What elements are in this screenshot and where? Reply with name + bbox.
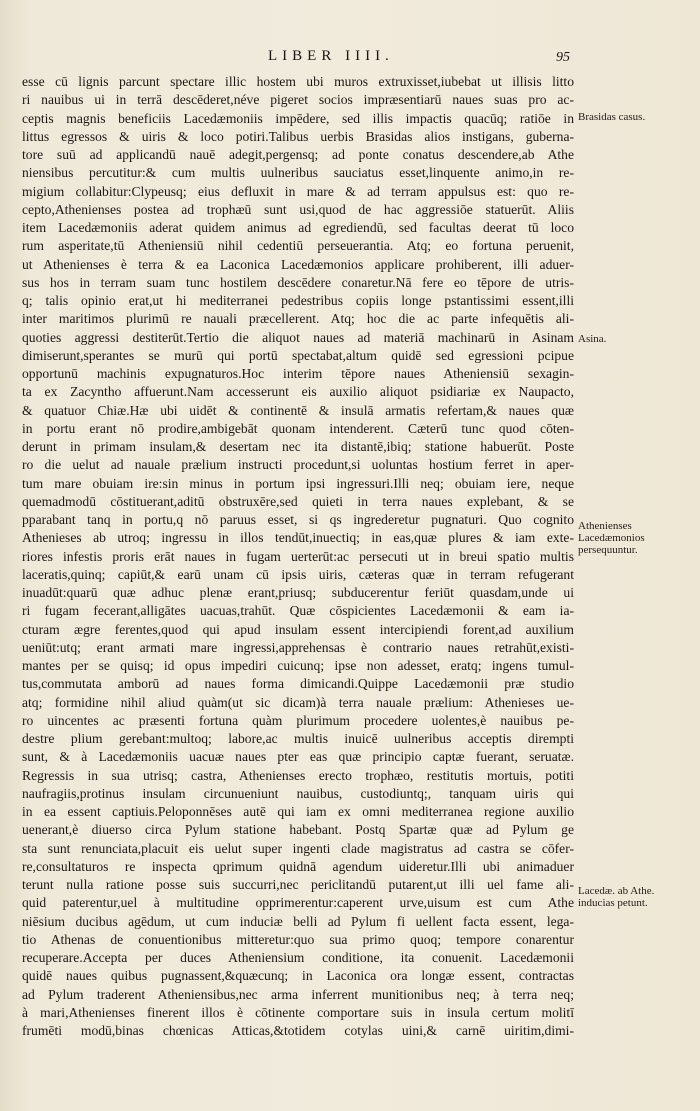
text-line: ut Athenienses è terra & ea Laconica Lacedæmonios applicare prohiberent, illi aduer- [22,256,574,272]
text-line: ri nauibus ui in terrā descēderet,néve pigeret socios impræsentiarū naues suas pro ac- [22,92,574,108]
text-line: dimiserunt,sperantes se murū qui portū spectabat,altum quidē sed egressioni pcipue [22,347,574,363]
text-line: inter maritimos plurimū re nauali præcellerent. Atq; hoc die ac parte infequētis ali- [22,311,574,327]
text-line: quemadmodū cōstituerant,aditū obstruxēre,sed quieti in terra naues explebant, & se [22,493,574,509]
text-line: ceptis magnis beneficiis Lacedæmoniis impēdere, sed illis impactis quacūq; ratiōe in [22,110,574,126]
text-line: frumēti modū,binas chœnicas Atticas,&totidem cotylas uini,& carnē uiritim,dimi- [22,1023,574,1038]
text-line: q; talis opinio erat,ut hi mediterranei pedestribus copiis longe pstantissimi essent,illi [22,293,574,308]
text-line: tum mare obuiam ire:sin minus in portum ipsi ingressuri.Illi neq; obuiam iere, neque [22,475,574,491]
text-line: recuperare.Accepta per duces Atheniensium conditione, ita conuenit. Lacedæmonii [22,950,574,965]
text-line: item Lacedæmoniis aderat quidem animus ad egrediendū, sed facultas deerat tū loco [22,220,574,235]
text-line: à mari,Athenienses finerent illos è cōtinente comportare suis in insula certum molitī [22,1004,574,1020]
text-line: terunt nulla ratione posse suis succurri,nec periclitandū putarent,ut illi uel fame ali- [22,877,574,892]
text-line: sus hos in terram suam tunc hostilem descēdere conaretur.Nā fere eo tēpore de utris- [22,274,574,290]
margin-note-text: Athenienses Lacedæmonios persequuntur. [578,520,645,556]
page-number: 95 [556,50,570,65]
margin-note-induciae [578,885,688,909]
text-line: atq; formidine nihil aliud quàm(ut sic dicam)à terra nauale prælium: Athenieses ue- [22,694,574,710]
text-line: ro uincentes ac præsenti fortuna quàm plurimum procedere uolentes,è nauibus pe- [22,712,574,728]
margin-note-text: Lacedæ. ab Athe. inducias petunt. [578,885,655,909]
text-line: pparabant tanq in portu,q nō paruus esset, si qs ingrederetur pugnaturi. Quo cognito [22,512,574,527]
text-line: ri fugam fecerant,alligātes uacuas,trahūt. Quæ cōspicientes Lacedæmonii & eam ia- [22,603,574,619]
text-line: riores infestis proris erāt naues in fugam uerterūt:ac persecuti ut in breui spatio multis [22,548,574,564]
text-line: laceratis,quinq; capiūt,& earū unam cū ipsis uiris, cæteras quæ in terram refugerant [22,566,574,582]
text-line: destre plium gerebant:multoq; labore,ac multis inuicē uulneribus acceptis dirempti [22,731,574,746]
text-line: & quatuor Chiæ.Hæ ubi uidēt & continentē & insulā armatis refertam,& naues quæ [22,402,574,418]
margin-note-brasidas [578,111,686,123]
text-line: niensibus percutitur:& cum multis uulneribus sauciatus esset,linquente animo,in re- [22,165,574,181]
text-line: ueniūt:utq; erant armati mare ingressi,apprehensas è contrario naues retrahūt,existi- [22,639,574,655]
text-line: mantes per se quisq; id opus impediri cuicunq; ipse non adesset, eratq; ingens tumul- [22,658,574,673]
text-line: migium collabitur:Clypeusq; eius defluxit in mare & ad terram appulsus est: quo re- [22,183,574,199]
text-line: cturam ægre ferentes,quod qui apud insulam essent intercipiendi forent,ad auxilium [22,621,574,637]
text-line: sta sunt renunciata,placuit eis uelut super ingenti clade magistratus ad castra se cōfer- [22,840,574,856]
text-line: inuadūt:quarū quæ adhuc plenæ erant,priusq; subducerentur feriūt quasdam,unde ui [22,585,574,600]
running-title: LIBER IIII. [268,48,394,64]
margin-note-text: Asina. [578,333,607,345]
text-line: derunt in primam insulam,& desertam nec ita distantē,ibiq; statione habuerūt. Poste [22,439,574,454]
text-line: ad Pylum traderent Atheniensibus,nec arma inferrent munitionibus neq; à terra neq; [22,986,574,1002]
page-header [0,48,700,72]
text-line: ro die uelut ad nauale prælium instructi procedunt,si uoluntas hostium ferret in aper- [22,457,574,473]
text-line: in portu erant nō prodire,ambigebāt quonam intenderent. Cæterū tunc quod cōten- [22,420,574,436]
main-text-block [22,73,574,1040]
text-line: sunt, & à Lacedæmoniis uacuæ naues pter eas quæ principio captæ fuerant, seruatæ. [22,749,574,765]
text-line: in ea essent captiuis.Peloponnēses autē qui iam ex omni mediterranea regione auxilio [22,804,574,819]
text-line: naufragiis,protinus insulam circunueniunt nauibus, custodiuntq;, tanquam uiris qui [22,785,574,801]
text-line: esse cū lignis parcunt spectare illic hostem ubi muros extruxisset,iubebat ut illisis litto [22,74,574,89]
text-line: littus egressos & uiris & loco potiri.Talibus uerbis Brasidas alios instigans, guberna- [22,128,574,144]
text-line: niēsium ducibus agēdum, ut cum induciæ belli ad Pylum fi uellent facta essent, lega- [22,913,574,929]
text-line: cepto,Athenienses postea ad trophæū sunt usi,quod de hac aggressiōe statuerūt. Aliis [22,201,574,217]
text-line: tore suū ad applicandū nauē adegit,pergensq; ad ponte conatus descendere,ab Athe [22,147,574,162]
text-line: uenerant,è diuerso circa Pylum statione habebant. Postq Spartæ quæ ad Pylum ge [22,822,574,838]
margin-note-text: Brasidas casus. [578,111,646,123]
text-line: quid paterentur,uel à multitudine opprimerentur:caperent urve,uisum est cum Athe [22,895,574,911]
text-line: opportunū machinis expugnaturos.Hoc interim tēpore naues Atheniensiū sexagin- [22,366,574,381]
text-line: re,consultaturos re inspecta qprimum quidnā agendum uideretur.Illi ubi animaduer [22,858,574,874]
margin-note-asina [578,333,606,345]
margin-note-athenienses [578,520,690,556]
text-line: tio Athenas de conuentionibus mitteretur:quo sua primo quoq; tempore conarentur [22,931,574,947]
text-line: Athenieses ab utroq; ingressu in illos tendūt,inuectiq; in eas,quæ plures & iam exte- [22,530,574,546]
text-line: ta ex Zacyntho affuerunt.Nam accesserunt eis auxilio aliquot psidiariæ ex Naupacto, [22,384,574,400]
text-line: rum asperitate,tū Atheniensiū nihil cedentiū perseuerantia. Atq; eo fortuna peruenit, [22,238,574,254]
text-line: tus,commutata amborū ad naues forma dimicandi.Quippe Lacedæmonii præ studio [22,676,574,692]
text-line: quidē naues quibus pugnassent,&quæcunq; in Laconica ora longæ essent, contractas [22,968,574,984]
text-line: quoties aggressi destiterūt.Tertio die aliquot naues ad materiā machinarū in Asinam [22,329,574,345]
text-line: Regressis in sua utrisq; castra, Athenienses erecto trophæo, restitutis mortuis, potiti [22,767,574,783]
